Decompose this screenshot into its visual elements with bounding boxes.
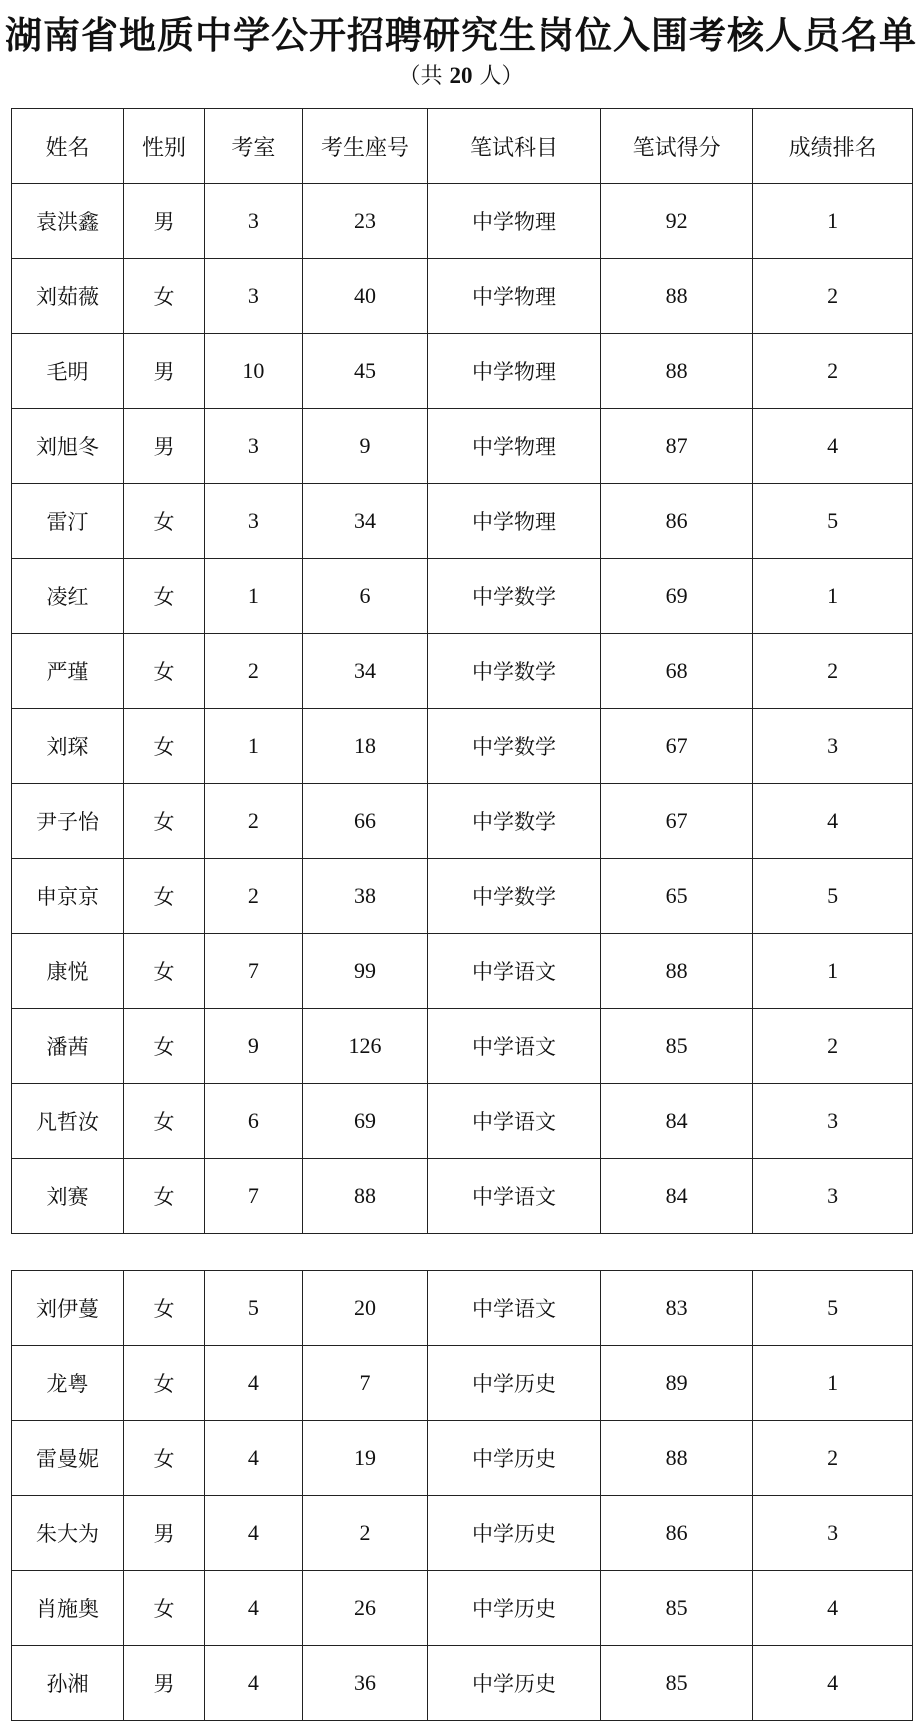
cell-seat: 6	[302, 559, 427, 634]
cell-score: 88	[600, 334, 753, 409]
cell-gender: 女	[124, 1159, 205, 1234]
cell-room: 1	[204, 709, 302, 784]
cell-seat: 126	[302, 1009, 427, 1084]
cell-rank: 3	[753, 1496, 913, 1571]
cell-room: 2	[204, 859, 302, 934]
header-room: 考室	[204, 109, 302, 184]
cell-seat: 38	[302, 859, 427, 934]
cell-seat: 36	[302, 1646, 427, 1721]
cell-rank: 3	[753, 709, 913, 784]
cell-score: 86	[600, 484, 753, 559]
cell-gender: 女	[124, 784, 205, 859]
cell-seat: 26	[302, 1571, 427, 1646]
cell-room: 4	[204, 1346, 302, 1421]
cell-room: 4	[204, 1646, 302, 1721]
total-count-note	[0, 60, 922, 93]
cell-gender: 女	[124, 634, 205, 709]
cell-score: 67	[600, 709, 753, 784]
cell-seat: 9	[302, 409, 427, 484]
cell-room: 2	[204, 634, 302, 709]
cell-gender: 女	[124, 1009, 205, 1084]
cell-score: 88	[600, 1421, 753, 1496]
cell-room: 4	[204, 1496, 302, 1571]
cell-score: 69	[600, 559, 753, 634]
cell-name: 刘赛	[12, 1159, 124, 1234]
cell-rank: 5	[753, 484, 913, 559]
cell-seat: 40	[302, 259, 427, 334]
cell-rank: 3	[753, 1159, 913, 1234]
cell-name: 朱大为	[12, 1496, 124, 1571]
header-seat: 考生座号	[302, 109, 427, 184]
cell-room: 2	[204, 784, 302, 859]
cell-gender: 男	[124, 409, 205, 484]
cell-seat: 34	[302, 634, 427, 709]
cell-room: 3	[204, 184, 302, 259]
cell-score: 85	[600, 1009, 753, 1084]
table-row	[12, 559, 913, 634]
table-row	[12, 1271, 913, 1346]
table-row	[12, 1159, 913, 1234]
cell-rank: 4	[753, 1571, 913, 1646]
cell-name: 袁洪鑫	[12, 184, 124, 259]
cell-rank: 5	[753, 1271, 913, 1346]
cell-rank: 1	[753, 559, 913, 634]
header-score: 笔试得分	[600, 109, 753, 184]
cell-room: 9	[204, 1009, 302, 1084]
cell-gender: 女	[124, 934, 205, 1009]
cell-room: 3	[204, 409, 302, 484]
cell-rank: 5	[753, 859, 913, 934]
cell-gender: 女	[124, 559, 205, 634]
cell-rank: 2	[753, 259, 913, 334]
cell-rank: 4	[753, 1646, 913, 1721]
cell-rank: 1	[753, 934, 913, 1009]
cell-score: 85	[600, 1571, 753, 1646]
cell-seat: 69	[302, 1084, 427, 1159]
cell-name: 刘旭冬	[12, 409, 124, 484]
cell-score: 86	[600, 1496, 753, 1571]
cell-seat: 2	[302, 1496, 427, 1571]
cell-subject: 中学物理	[428, 334, 601, 409]
cell-room: 5	[204, 1271, 302, 1346]
cell-score: 85	[600, 1646, 753, 1721]
cell-gender: 女	[124, 259, 205, 334]
cell-seat: 66	[302, 784, 427, 859]
cell-score: 88	[600, 934, 753, 1009]
total-count: 20	[449, 63, 473, 88]
table-header-row	[12, 109, 913, 184]
cell-subject: 中学数学	[428, 634, 601, 709]
cell-score: 84	[600, 1084, 753, 1159]
cell-score: 88	[600, 259, 753, 334]
cell-seat: 20	[302, 1271, 427, 1346]
cell-name: 凌红	[12, 559, 124, 634]
cell-name: 刘琛	[12, 709, 124, 784]
cell-rank: 2	[753, 334, 913, 409]
cell-rank: 2	[753, 634, 913, 709]
cell-room: 3	[204, 259, 302, 334]
header-gender: 性别	[124, 109, 205, 184]
cell-subject: 中学语文	[428, 1009, 601, 1084]
cell-name: 申京京	[12, 859, 124, 934]
cell-subject: 中学语文	[428, 1084, 601, 1159]
cell-room: 4	[204, 1571, 302, 1646]
candidate-table	[11, 108, 913, 1234]
cell-subject: 中学数学	[428, 709, 601, 784]
cell-gender: 女	[124, 484, 205, 559]
table-row	[12, 784, 913, 859]
cell-name: 康悦	[12, 934, 124, 1009]
cell-score: 92	[600, 184, 753, 259]
cell-seat: 34	[302, 484, 427, 559]
cell-subject: 中学语文	[428, 1271, 601, 1346]
cell-score: 65	[600, 859, 753, 934]
table-row	[12, 1009, 913, 1084]
count-open: （共	[398, 64, 443, 89]
cell-gender: 女	[124, 1421, 205, 1496]
table-row	[12, 184, 913, 259]
header-subject: 笔试科目	[428, 109, 601, 184]
cell-rank: 4	[753, 409, 913, 484]
cell-subject: 中学历史	[428, 1571, 601, 1646]
cell-rank: 1	[753, 184, 913, 259]
cell-subject: 中学数学	[428, 784, 601, 859]
table-row	[12, 1084, 913, 1159]
count-close: 人）	[479, 64, 524, 89]
cell-seat: 45	[302, 334, 427, 409]
cell-room: 7	[204, 1159, 302, 1234]
table-row	[12, 484, 913, 559]
table-row	[12, 1646, 913, 1721]
cell-subject: 中学物理	[428, 484, 601, 559]
cell-gender: 女	[124, 859, 205, 934]
table-row	[12, 1421, 913, 1496]
cell-subject: 中学数学	[428, 559, 601, 634]
table-row	[12, 259, 913, 334]
cell-name: 刘伊蔓	[12, 1271, 124, 1346]
cell-seat: 88	[302, 1159, 427, 1234]
cell-room: 4	[204, 1421, 302, 1496]
cell-score: 84	[600, 1159, 753, 1234]
header-name: 姓名	[12, 109, 124, 184]
candidate-table-continued	[11, 1270, 913, 1721]
cell-name: 雷曼妮	[12, 1421, 124, 1496]
cell-subject: 中学历史	[428, 1496, 601, 1571]
cell-rank: 1	[753, 1346, 913, 1421]
table-row	[12, 1496, 913, 1571]
cell-name: 尹子怡	[12, 784, 124, 859]
cell-name: 龙粤	[12, 1346, 124, 1421]
cell-seat: 7	[302, 1346, 427, 1421]
cell-name: 凡哲汝	[12, 1084, 124, 1159]
cell-name: 孙湘	[12, 1646, 124, 1721]
cell-name: 刘茹薇	[12, 259, 124, 334]
cell-name: 肖施奥	[12, 1571, 124, 1646]
cell-name: 毛明	[12, 334, 124, 409]
table-row	[12, 1346, 913, 1421]
cell-gender: 男	[124, 334, 205, 409]
table-row	[12, 334, 913, 409]
cell-seat: 19	[302, 1421, 427, 1496]
cell-room: 10	[204, 334, 302, 409]
cell-gender: 男	[124, 1646, 205, 1721]
cell-subject: 中学语文	[428, 934, 601, 1009]
cell-subject: 中学历史	[428, 1646, 601, 1721]
cell-gender: 女	[124, 1271, 205, 1346]
cell-name: 潘茜	[12, 1009, 124, 1084]
cell-room: 6	[204, 1084, 302, 1159]
cell-subject: 中学物理	[428, 259, 601, 334]
cell-gender: 男	[124, 184, 205, 259]
cell-gender: 女	[124, 1571, 205, 1646]
cell-score: 89	[600, 1346, 753, 1421]
cell-room: 7	[204, 934, 302, 1009]
cell-subject: 中学历史	[428, 1346, 601, 1421]
page-title: 湖南省地质中学公开招聘研究生岗位入围考核人员名单	[5, 13, 917, 57]
cell-name: 严瑾	[12, 634, 124, 709]
cell-score: 87	[600, 409, 753, 484]
cell-gender: 女	[124, 709, 205, 784]
table-row	[12, 409, 913, 484]
cell-score: 83	[600, 1271, 753, 1346]
table-row	[12, 859, 913, 934]
table-row	[12, 634, 913, 709]
cell-rank: 2	[753, 1009, 913, 1084]
cell-rank: 2	[753, 1421, 913, 1496]
cell-subject: 中学数学	[428, 859, 601, 934]
cell-rank: 4	[753, 784, 913, 859]
header-rank: 成绩排名	[753, 109, 913, 184]
table-row	[12, 709, 913, 784]
cell-subject: 中学语文	[428, 1159, 601, 1234]
cell-room: 1	[204, 559, 302, 634]
cell-gender: 女	[124, 1084, 205, 1159]
cell-seat: 18	[302, 709, 427, 784]
cell-room: 3	[204, 484, 302, 559]
cell-score: 68	[600, 634, 753, 709]
table-row	[12, 934, 913, 1009]
cell-rank: 3	[753, 1084, 913, 1159]
cell-subject: 中学物理	[428, 409, 601, 484]
cell-gender: 女	[124, 1346, 205, 1421]
cell-gender: 男	[124, 1496, 205, 1571]
cell-name: 雷汀	[12, 484, 124, 559]
cell-seat: 99	[302, 934, 427, 1009]
cell-subject: 中学物理	[428, 184, 601, 259]
table-row	[12, 1571, 913, 1646]
cell-subject: 中学历史	[428, 1421, 601, 1496]
cell-score: 67	[600, 784, 753, 859]
cell-seat: 23	[302, 184, 427, 259]
